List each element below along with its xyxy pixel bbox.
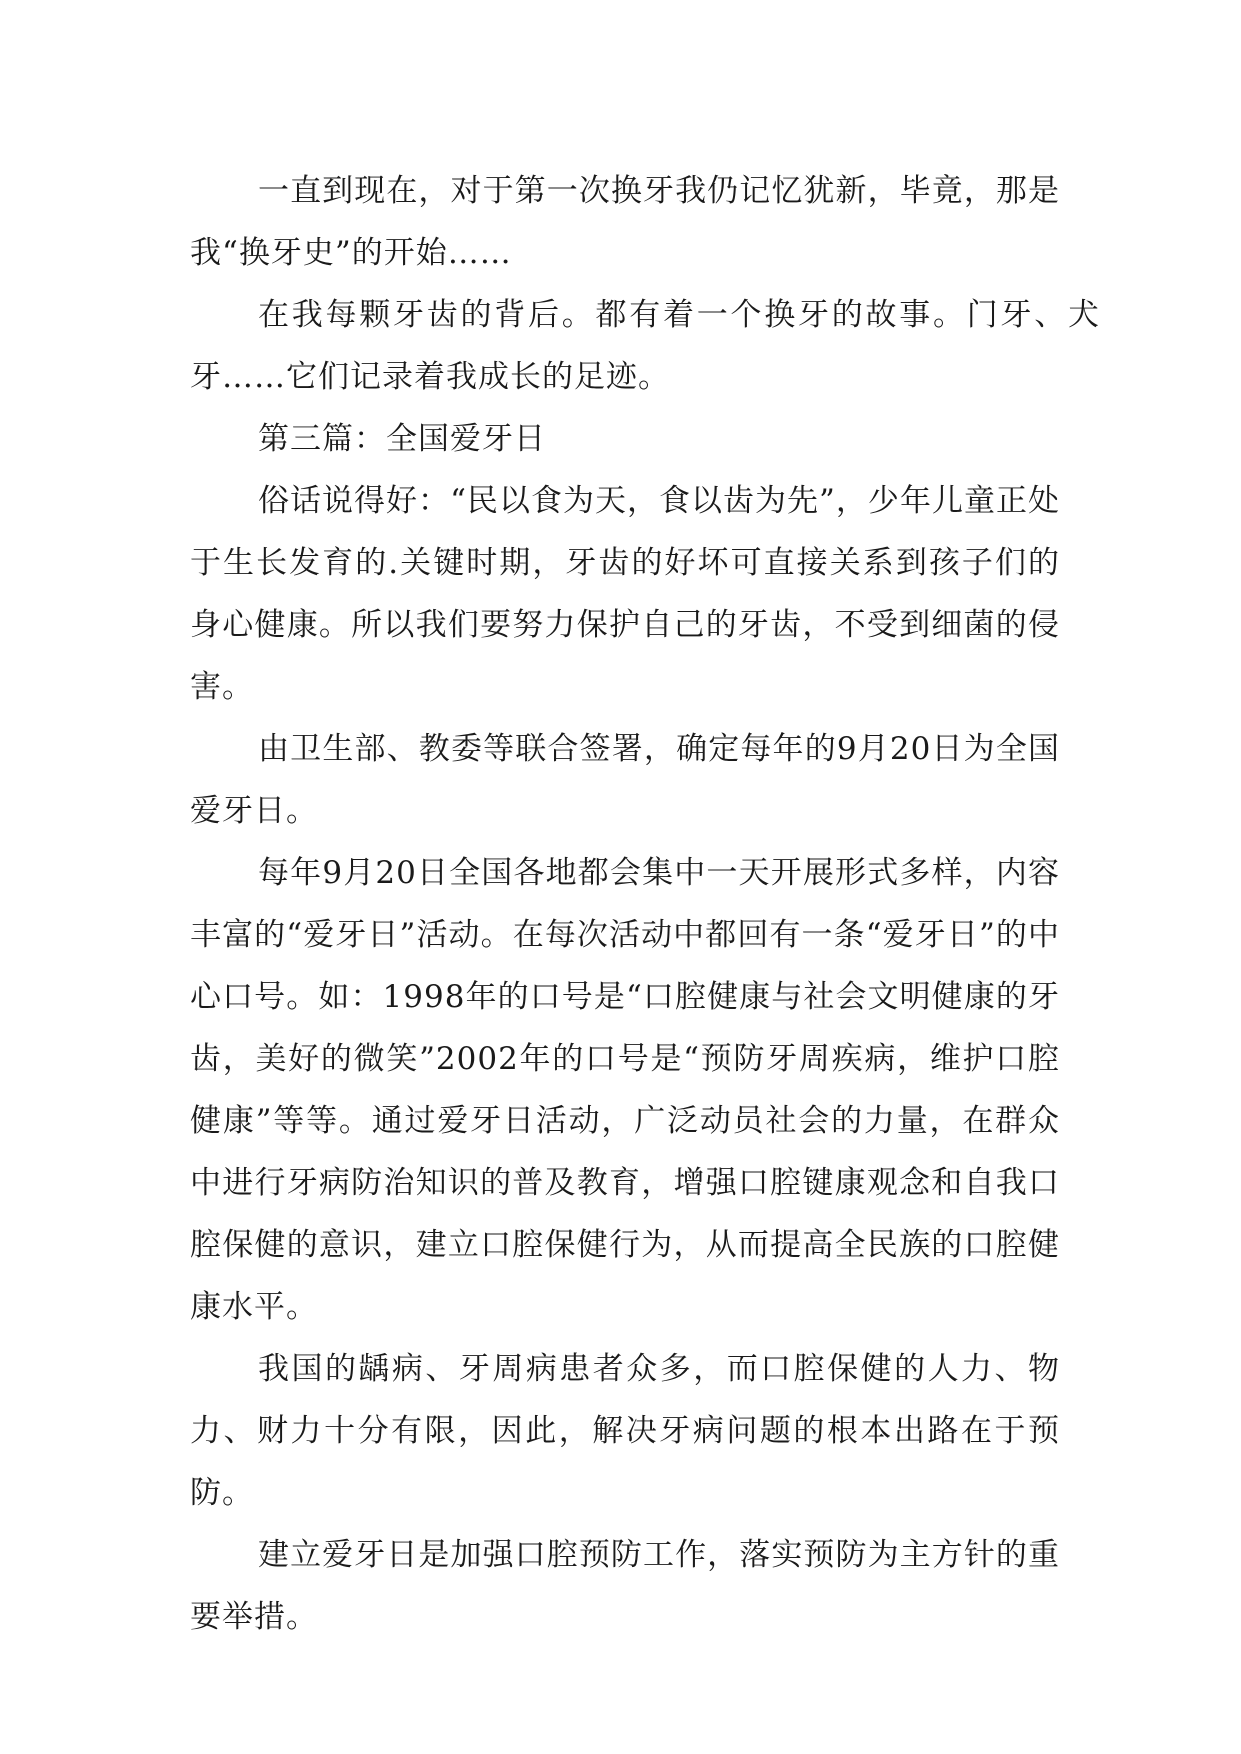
paragraph-5: 每年9月20日全国各地都会集中一天开展形式多样，内容丰富的“爱牙日”活动。在每次活动中都回有一条“爱牙日”的中心口号。如：1998年的口号是“口腔健康与社会文明健康的牙齿，美好的微笑”2002年的口号是“预防牙周疾病，维护口腔健康”等等。通过爱牙日活动，广泛动员社会的力量，在群众中进行牙病防治知识的普及教育，增强口腔键康观念和自我口腔保健的意识，建立口腔保健行为，从而提高全民族的口腔健康水平。 — [190, 855, 1060, 1325]
paragraph-3: 俗话说得好：“民以食为天，食以齿为先”，少年儿童正处于生长发育的.关键时期，牙齿的好坏可直接关系到孩子们的身心健康。所以我们要努力保护自己的牙齿，不受到细菌的侵害。 — [190, 483, 1060, 705]
document-page — [190, 160, 1100, 1648]
paragraph-6: 我国的龋病、牙周病患者众多，而口腔保健的人力、物力、财力十分有限，因此，解决牙病问题的根本出路在于预防。 — [190, 1351, 1060, 1511]
paragraph-1: 一直到现在，对于第一次换牙我仍记忆犹新，毕竟，那是我“换牙史”的开始…… — [190, 173, 1060, 271]
paragraph-2: 在我每颗牙齿的背后。都有着一个换牙的故事。门牙、犬牙……它们记录着我成长的足迹。 — [190, 297, 1100, 395]
section-heading: 第三篇：全国爱牙日 — [258, 421, 546, 457]
paragraph-7: 建立爱牙日是加强口腔预防工作，落实预防为主方针的重要举措。 — [190, 1537, 1060, 1635]
paragraph-4: 由卫生部、教委等联合签署，确定每年的9月20日为全国爱牙日。 — [190, 731, 1060, 829]
